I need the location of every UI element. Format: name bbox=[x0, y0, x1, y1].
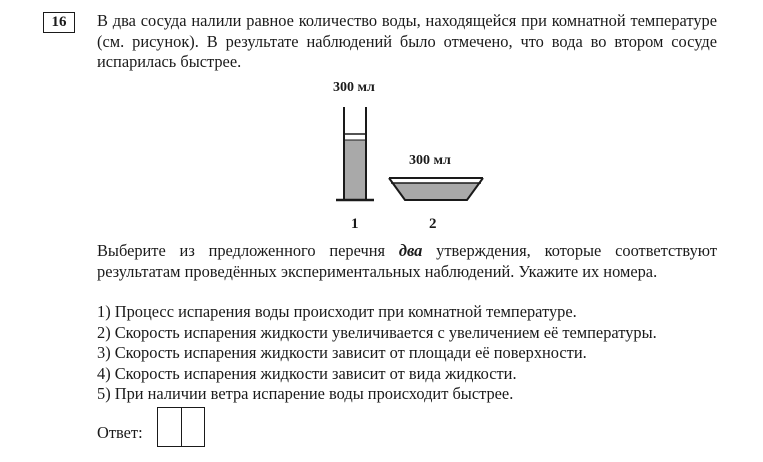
vessel-2-dish bbox=[389, 178, 483, 200]
vessel-2-volume-label: 300 мл bbox=[409, 153, 451, 168]
question-paragraph bbox=[97, 241, 717, 282]
vessel-1-cylinder bbox=[336, 107, 374, 200]
answer-cell-1[interactable] bbox=[158, 408, 181, 446]
question-text-after: утверждения, которые соответствуют результатам проведённых экспериментальных наблюдений. Укажите их номера. bbox=[97, 241, 717, 281]
option-2: 2) Скорость испарения жидкости увеличивается с увеличением её температуры. bbox=[97, 322, 657, 342]
options-list bbox=[97, 302, 657, 405]
vessel-2-water bbox=[392, 183, 480, 200]
answer-box[interactable] bbox=[157, 407, 205, 447]
question-text-before: Выберите из предложенного перечня bbox=[97, 241, 399, 260]
answer-label: Ответ: bbox=[97, 423, 143, 442]
option-3: 3) Скорость испарения жидкости зависит от площади её поверхности. bbox=[97, 343, 587, 362]
vessel-1-water bbox=[344, 140, 366, 200]
vessel-1-volume-label: 300 мл bbox=[333, 80, 375, 95]
vessel-1-number: 1 bbox=[351, 216, 359, 232]
task-number: 16 bbox=[43, 12, 75, 33]
option-5: 5) При наличии ветра испарение воды происходит быстрее. bbox=[97, 384, 514, 403]
option-4: 4) Скорость испарения жидкости зависит от вида жидкости. bbox=[97, 363, 517, 383]
option-1: 1) Процесс испарения воды происходит при комнатной температуре. bbox=[97, 302, 577, 321]
intro-paragraph: В два сосуда налили равное количество воды, находящейся при комнатной температуре (см. рисунок). В результате наблюдений было отмечено, что вода во втором сосуде испарилась быстрее. bbox=[97, 11, 717, 71]
vessel-2-number: 2 bbox=[429, 216, 437, 232]
answer-cell-2[interactable] bbox=[181, 408, 205, 446]
question-emphasis: два bbox=[398, 241, 423, 260]
